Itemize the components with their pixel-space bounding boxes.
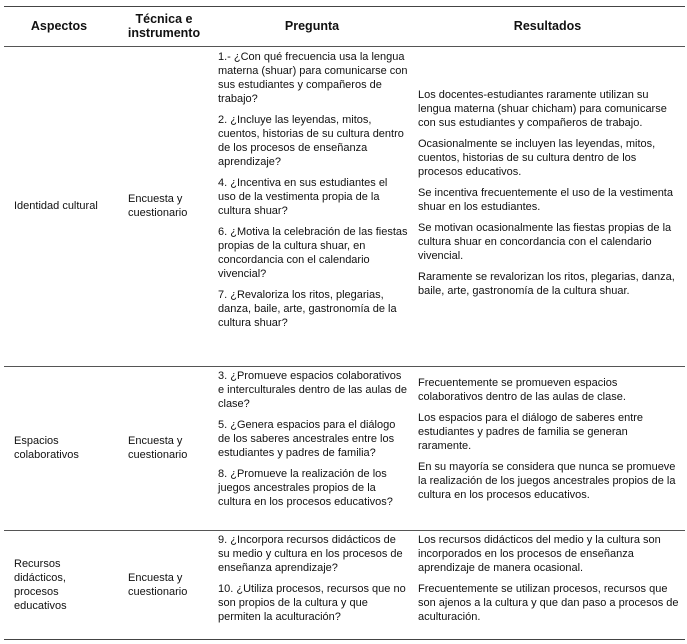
question-9: 9. ¿Incorpora recursos didácticos de su medio y cultura en los procesos de enseñanza aprendizaje?: [218, 534, 403, 574]
result-recursos: Los recursos didácticos del medio y la cultura son incorporados en los procesos de enseñanza aprendizaje de manera ocasional.: [418, 534, 661, 574]
row1-resultados: [418, 88, 682, 298]
row3-preguntas: [218, 533, 408, 624]
header-pregunta-label: Pregunta: [284, 19, 340, 33]
question-7: 7. ¿Revaloriza los ritos, plegarias, danza, baile, arte, gastronomía de la cultura shuar?: [218, 289, 397, 329]
header-resultados-label: Resultados: [513, 19, 582, 33]
header-resultados: [410, 6, 685, 46]
row-divider-1: [4, 366, 685, 367]
result-dialogo: Los espacios para el diálogo de saberes entre estudiantes y padres de familia se generan raramente.: [418, 412, 644, 452]
question-6: 6. ¿Motiva la celebración de las fiestas propias de la cultura shuar, en concordancia con el calendario vivencial?: [218, 226, 408, 280]
row2-tecnica: [128, 366, 210, 530]
row2-aspecto-text: Espacios colaborativos: [14, 435, 79, 461]
question-8: 8. ¿Promueve la realización de los juegos ancestrales propios de la cultura en los procesos educativos?: [218, 468, 393, 508]
row2-resultados: [418, 376, 682, 502]
header-tecnica-label: Técnica e instrumento: [127, 12, 201, 40]
row2-preguntas: [218, 369, 408, 509]
result-vestimenta: Se incentiva frecuentemente el uso de la vestimenta shuar en los estudiantes.: [418, 187, 673, 213]
result-leyendas: Ocasionalmente se incluyen las leyendas, mitos, cuentos, historias de su cultura dentro de los procesos educativos.: [418, 138, 656, 178]
question-3: 3. ¿Promueve espacios colaborativos e interculturales dentro de las aulas de clase?: [218, 370, 407, 410]
row1-preguntas: [218, 50, 408, 330]
header-pregunta: [214, 6, 410, 46]
row3-aspecto: [14, 530, 94, 639]
row-divider-2: [4, 530, 685, 531]
header-aspectos: [4, 6, 114, 46]
question-2: 2. ¿Incluye las leyendas, mitos, cuentos, historias de su cultura dentro de los procesos de enseñanza aprendizaje?: [218, 114, 404, 168]
result-lengua: Los docentes-estudiantes raramente utilizan su lengua materna (shuar chicham) para comunicarse con sus estudiantes y compañeros de trabajo.: [418, 89, 667, 129]
question-5: 5. ¿Genera espacios para el diálogo de los saberes ancestrales entre los estudiantes y padres de familia?: [218, 419, 396, 459]
row3-aspecto-text: Recursos didácticos, procesos educativos: [14, 557, 67, 612]
row1-aspecto-text: Identidad cultural: [14, 200, 98, 212]
question-10: 10. ¿Utiliza procesos, recursos que no son propios de la cultura y que permiten la aculturación?: [218, 583, 406, 623]
row1-tecnica: [128, 46, 210, 366]
row1-aspecto: [14, 46, 114, 366]
result-aculturacion: Frecuentemente se utilizan procesos, recursos que son ajenos a la cultura y que dan paso a procesos de aculturación.: [418, 583, 679, 623]
result-ritos: Raramente se revalorizan los ritos, plegarias, danza, baile, arte, gastronomía de la cultura shuar.: [418, 271, 675, 297]
header-tecnica: [114, 6, 214, 46]
row3-resultados: [418, 533, 682, 624]
question-4: 4. ¿Incentiva en sus estudiantes el uso de la vestimenta propia de la cultura shuar?: [218, 177, 388, 217]
result-espacios: Frecuentemente se promueven espacios colaborativos dentro de las aulas de clase.: [418, 377, 626, 403]
table-bottom-rule: [4, 639, 685, 640]
row1-tecnica-text: Encuesta y cuestionario: [128, 193, 188, 219]
header-aspectos-label: Aspectos: [30, 19, 88, 33]
row3-tecnica: [128, 530, 210, 639]
result-juegos: En su mayoría se considera que nunca se promueve la realización de los juegos ancestrales propios de la cultura en los procesos educativos.: [418, 461, 676, 501]
result-fiestas: Se motivan ocasionalmente las fiestas propias de la cultura shuar en concordancia con el calendario vivencial.: [418, 222, 672, 262]
row2-aspecto: [14, 366, 94, 530]
row3-tecnica-text: Encuesta y cuestionario: [128, 571, 188, 598]
question-1: 1.- ¿Con qué frecuencia usa la lengua materna (shuar) para comunicarse con sus estudiantes y compañeros de trabajo?: [218, 51, 408, 105]
row2-tecnica-text: Encuesta y cuestionario: [128, 435, 188, 461]
